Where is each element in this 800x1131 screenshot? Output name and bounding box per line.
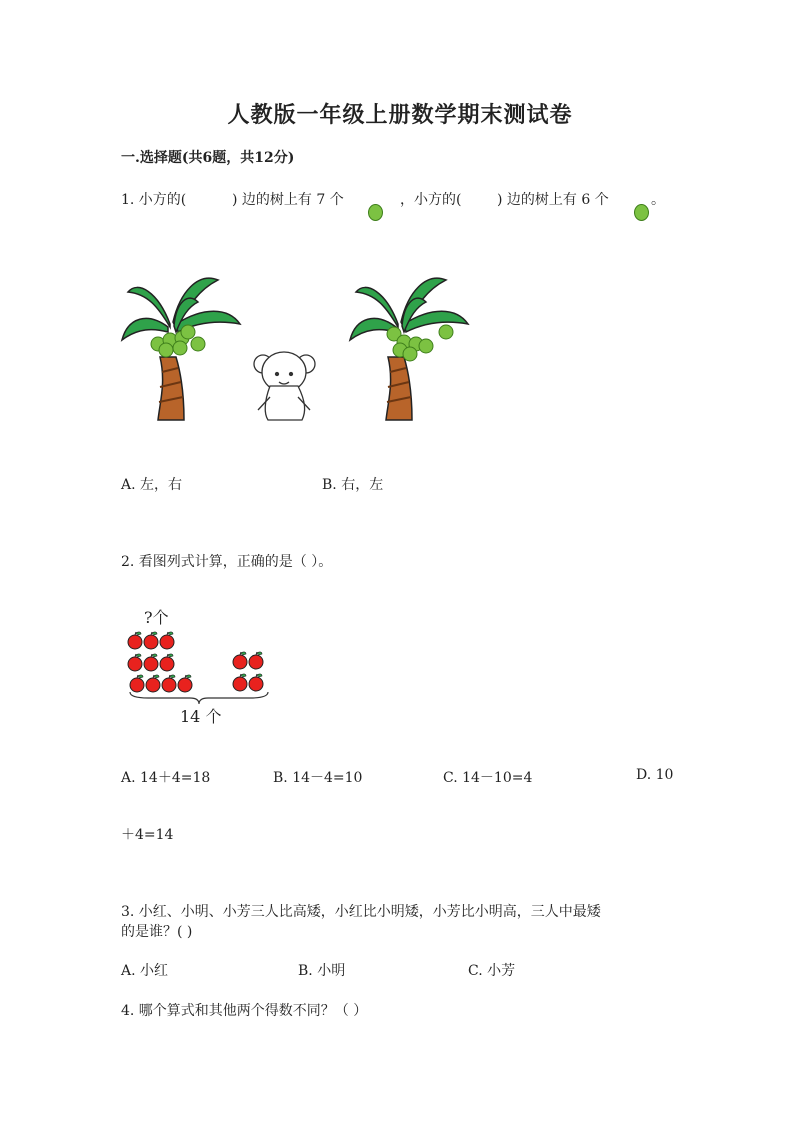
q3-line-1: 3. 小红、小明、小芳三人比高矮，小红比小明矮，小芳比小明高，三人中最矮	[121, 904, 601, 920]
girl-icon	[254, 352, 315, 420]
q2-text: 2. 看图列式计算，正确的是（ ）。	[121, 554, 333, 570]
q2-option-c: C. 14－10=4	[443, 770, 533, 786]
q3-line-2: 的是谁？( )	[121, 924, 193, 940]
section-heading: 一.选择题(共6题，共12分)	[121, 150, 295, 166]
q2-option-b: B. 14－4=10	[273, 770, 363, 786]
coconut-icon	[368, 204, 383, 221]
palm-tree-left-icon	[122, 278, 240, 420]
q1-text-a: 1. 小方的(	[121, 192, 187, 208]
palm-tree-right-icon	[350, 278, 468, 420]
q2-figure	[124, 628, 274, 698]
q1-figure	[118, 262, 478, 427]
q3-option-c: C. 小芳	[468, 963, 516, 979]
q2-total-label: 14 个	[180, 707, 222, 726]
q2-option-d: D. 10	[636, 767, 674, 783]
page-title: 人教版一年级上册数学期末测试卷	[227, 102, 573, 128]
q1-option-b: B. 右，左	[322, 477, 384, 493]
q2-option-d-cont: ＋4=14	[121, 827, 174, 843]
q3-option-b: B. 小明	[298, 963, 346, 979]
coconut-icon	[634, 204, 649, 221]
q2-question-label: ?个	[144, 608, 169, 627]
q4-text: 4. 哪个算式和其他两个得数不同？（ ）	[121, 1003, 368, 1019]
q1-text-c: ，小方的(	[400, 192, 462, 208]
q3-option-a: A. 小红	[121, 963, 169, 979]
q1-text-e: 。	[651, 192, 665, 208]
apple-icon	[128, 632, 263, 692]
q1-option-a: A. 左，右	[121, 477, 183, 493]
q2-option-a: A. 14＋4=18	[121, 770, 211, 786]
q1-text-d: ) 边的树上有 6 个	[497, 192, 609, 208]
q1-text-b: ) 边的树上有 7 个	[232, 192, 344, 208]
